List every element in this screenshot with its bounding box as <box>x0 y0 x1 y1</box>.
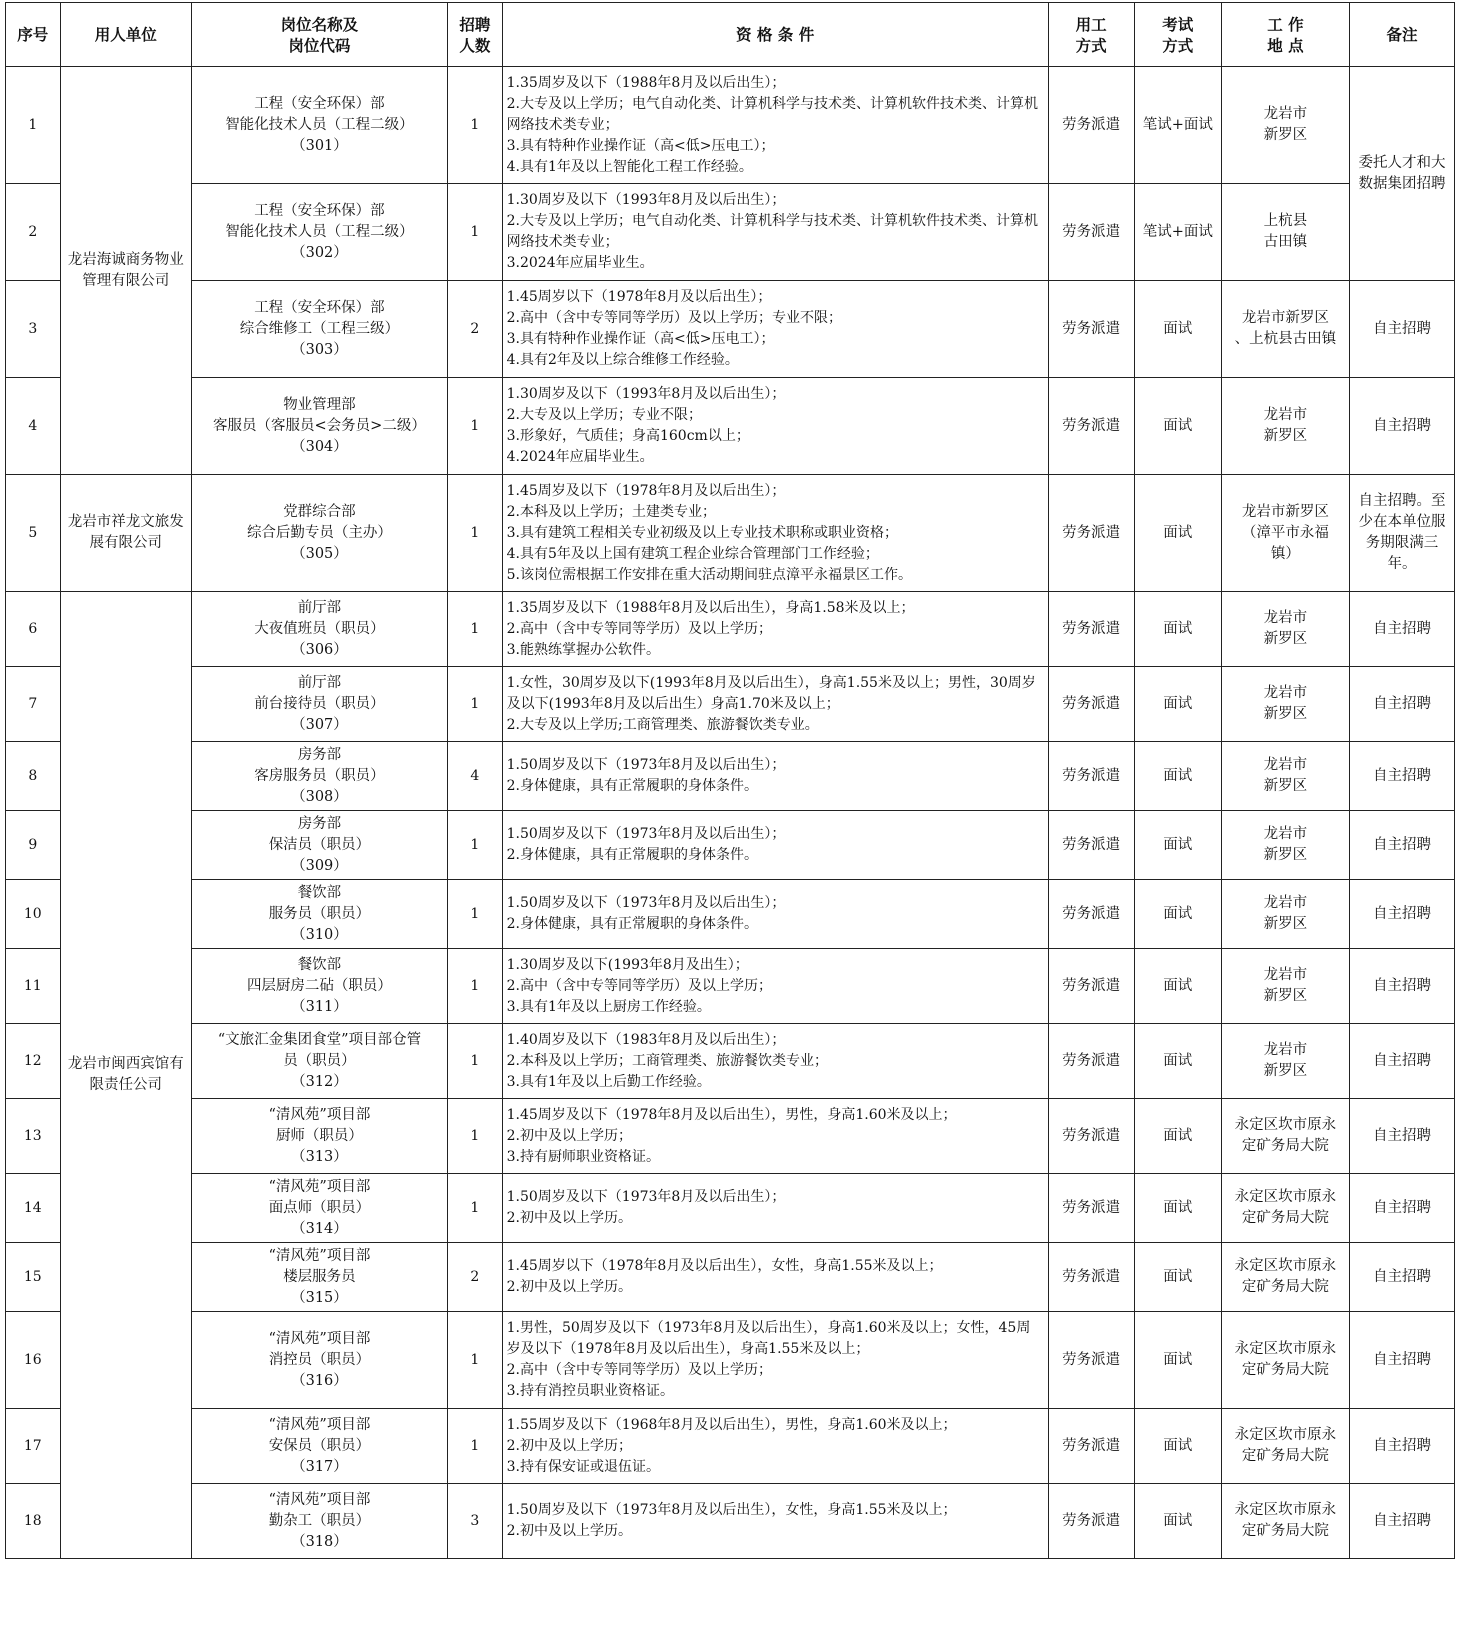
exam-cell: 面试 <box>1134 281 1221 378</box>
count-cell: 1 <box>448 949 503 1024</box>
table-row <box>6 1484 1455 1559</box>
header-remark: 备注 <box>1349 3 1454 67</box>
count-cell: 1 <box>448 880 503 949</box>
location-cell: 上杭县 古田镇 <box>1221 184 1349 281</box>
employment-cell: 劳务派遣 <box>1048 184 1134 281</box>
remark-cell: 自主招聘 <box>1349 1174 1454 1243</box>
position-cell: 物业管理部 客服员（客服员<会务员>二级） （304） <box>191 378 447 475</box>
employment-cell: 劳务派遣 <box>1048 811 1134 880</box>
employment-cell: 劳务派遣 <box>1048 742 1134 811</box>
employment-cell: 劳务派遣 <box>1048 1409 1134 1484</box>
remark-cell: 自主招聘 <box>1349 1484 1454 1559</box>
location-cell: 永定区坎市原永 定矿务局大院 <box>1221 1312 1349 1409</box>
count-cell: 1 <box>448 592 503 667</box>
employment-cell: 劳务派遣 <box>1048 667 1134 742</box>
position-cell: “文旅汇金集团食堂”项目部仓管 员（职员） （312） <box>191 1024 447 1099</box>
qualification-cell: 1.40周岁及以下（1983年8月及以后出生）； 2.本科及以上学历；工商管理类、旅游餐饮类专业； 3.具有1年及以上后勤工作经验。 <box>502 1024 1048 1099</box>
qualification-cell: 1.45周岁及以下（1978年8月及以后出生），男性，身高1.60米及以上； 2.初中及以上学历； 3.持有厨师职业资格证。 <box>502 1099 1048 1174</box>
employment-cell: 劳务派遣 <box>1048 1312 1134 1409</box>
count-cell: 1 <box>448 1312 503 1409</box>
table-row <box>6 1312 1455 1409</box>
count-cell: 2 <box>448 1243 503 1312</box>
header-row <box>6 3 1455 67</box>
position-cell: 前厅部 大夜值班员（职员） （306） <box>191 592 447 667</box>
qualification-cell: 1.男性，50周岁及以下（1973年8月及以后出生），身高1.60米及以上；女性，45周岁及以下（1978年8月及以后出生），身高1.55米及以上； 2.高中（含中专等同等学历）及以上学历； 3.持有消控员职业资格证。 <box>502 1312 1048 1409</box>
qualification-cell: 1.45周岁以下（1978年8月及以后出生），女性，身高1.55米及以上； 2.初中及以上学历。 <box>502 1243 1048 1312</box>
exam-cell: 面试 <box>1134 1243 1221 1312</box>
location-cell: 龙岩市 新罗区 <box>1221 378 1349 475</box>
seq-cell: 12 <box>6 1024 61 1099</box>
count-cell: 1 <box>448 67 503 184</box>
position-cell: 工程（安全环保）部 综合维修工（工程三级） （303） <box>191 281 447 378</box>
employment-cell: 劳务派遣 <box>1048 1099 1134 1174</box>
seq-cell: 4 <box>6 378 61 475</box>
seq-cell: 5 <box>6 475 61 592</box>
location-cell: 龙岩市 新罗区 <box>1221 592 1349 667</box>
location-cell: 龙岩市 新罗区 <box>1221 742 1349 811</box>
seq-cell: 8 <box>6 742 61 811</box>
employment-cell: 劳务派遣 <box>1048 281 1134 378</box>
table-row <box>6 667 1455 742</box>
remark-cell: 自主招聘 <box>1349 1099 1454 1174</box>
location-cell: 永定区坎市原永 定矿务局大院 <box>1221 1174 1349 1243</box>
location-cell: 龙岩市新罗区 （漳平市永福 镇） <box>1221 475 1349 592</box>
seq-cell: 7 <box>6 667 61 742</box>
qualification-cell: 1.45周岁及以下（1978年8月及以后出生）； 2.本科及以上学历；土建类专业； 3.具有建筑工程相关专业初级及以上专业技术职称或职业资格； 4.具有5年及以上国有建筑工程企业综合管理部门工作经验； 5.该岗位需根据工作安排在重大活动期间驻点漳平永福景区工作。 <box>502 475 1048 592</box>
count-cell: 1 <box>448 1174 503 1243</box>
location-cell: 龙岩市 新罗区 <box>1221 667 1349 742</box>
remark-cell: 自主招聘 <box>1349 880 1454 949</box>
remark-cell: 自主招聘 <box>1349 667 1454 742</box>
exam-cell: 面试 <box>1134 949 1221 1024</box>
exam-cell: 笔试+面试 <box>1134 67 1221 184</box>
location-cell: 龙岩市 新罗区 <box>1221 880 1349 949</box>
remark-cell: 自主招聘 <box>1349 811 1454 880</box>
remark-cell: 自主招聘 <box>1349 281 1454 378</box>
seq-cell: 13 <box>6 1099 61 1174</box>
count-cell: 1 <box>448 811 503 880</box>
header-exam: 考试 方式 <box>1134 3 1221 67</box>
employment-cell: 劳务派遣 <box>1048 1484 1134 1559</box>
position-cell: 工程（安全环保）部 智能化技术人员（工程二级） （302） <box>191 184 447 281</box>
table-row <box>6 811 1455 880</box>
seq-cell: 15 <box>6 1243 61 1312</box>
seq-cell: 11 <box>6 949 61 1024</box>
header-position: 岗位名称及 岗位代码 <box>191 3 447 67</box>
table-body <box>6 67 1455 1559</box>
table-row <box>6 949 1455 1024</box>
table-row <box>6 592 1455 667</box>
position-cell: “清风苑”项目部 安保员（职员） （317） <box>191 1409 447 1484</box>
position-cell: 房务部 客房服务员（职员） （308） <box>191 742 447 811</box>
count-cell: 1 <box>448 184 503 281</box>
count-cell: 2 <box>448 281 503 378</box>
seq-cell: 3 <box>6 281 61 378</box>
table-row <box>6 880 1455 949</box>
exam-cell: 面试 <box>1134 378 1221 475</box>
remark-cell: 自主招聘 <box>1349 378 1454 475</box>
unit-cell: 龙岩市祥龙文旅发展有限公司 <box>60 475 191 592</box>
employment-cell: 劳务派遣 <box>1048 1243 1134 1312</box>
qualification-cell: 1.女性，30周岁及以下(1993年8月及以后出生），身高1.55米及以上；男性，30周岁及以下(1993年8月及以后出生）身高1.70米及以上； 2.大专及以上学历;工商管理类、旅游餐饮类专业。 <box>502 667 1048 742</box>
seq-cell: 9 <box>6 811 61 880</box>
remark-cell: 自主招聘。至少在本单位服务期限满三年。 <box>1349 475 1454 592</box>
table-row <box>6 67 1455 184</box>
position-cell: 餐饮部 四层厨房二砧（职员） （311） <box>191 949 447 1024</box>
remark-cell: 自主招聘 <box>1349 1024 1454 1099</box>
count-cell: 4 <box>448 742 503 811</box>
table-row <box>6 1409 1455 1484</box>
remark-cell: 委托人才和大数据集团招聘 <box>1349 67 1454 281</box>
position-cell: “清风苑”项目部 勤杂工（职员） （318） <box>191 1484 447 1559</box>
qualification-cell: 1.50周岁及以下（1973年8月及以后出生）； 2.初中及以上学历。 <box>502 1174 1048 1243</box>
remark-cell: 自主招聘 <box>1349 592 1454 667</box>
recruitment-table <box>5 2 1455 1559</box>
header-seq: 序号 <box>6 3 61 67</box>
remark-cell: 自主招聘 <box>1349 1409 1454 1484</box>
exam-cell: 面试 <box>1134 592 1221 667</box>
location-cell: 龙岩市 新罗区 <box>1221 1024 1349 1099</box>
employment-cell: 劳务派遣 <box>1048 592 1134 667</box>
seq-cell: 17 <box>6 1409 61 1484</box>
location-cell: 永定区坎市原永 定矿务局大院 <box>1221 1099 1349 1174</box>
table-row <box>6 1174 1455 1243</box>
exam-cell: 面试 <box>1134 475 1221 592</box>
unit-cell: 龙岩海诚商务物业管理有限公司 <box>60 67 191 475</box>
table-row <box>6 281 1455 378</box>
qualification-cell: 1.30周岁及以下（1993年8月及以后出生）； 2.大专及以上学历；电气自动化类、计算机科学与技术类、计算机软件技术类、计算机网络技术类专业； 3.2024年应届毕业生。 <box>502 184 1048 281</box>
header-location: 工 作 地 点 <box>1221 3 1349 67</box>
exam-cell: 面试 <box>1134 880 1221 949</box>
unit-cell: 龙岩市闽西宾馆有限责任公司 <box>60 592 191 1559</box>
seq-cell: 1 <box>6 67 61 184</box>
exam-cell: 面试 <box>1134 1409 1221 1484</box>
exam-cell: 笔试+面试 <box>1134 184 1221 281</box>
count-cell: 1 <box>448 667 503 742</box>
header-employment: 用工 方式 <box>1048 3 1134 67</box>
qualification-cell: 1.30周岁及以下（1993年8月及以后出生）； 2.大专及以上学历；专业不限； 3.形象好，气质佳；身高160cm以上； 4.2024年应届毕业生。 <box>502 378 1048 475</box>
qualification-cell: 1.50周岁及以下（1973年8月及以后出生）； 2.身体健康，具有正常履职的身体条件。 <box>502 742 1048 811</box>
location-cell: 永定区坎市原永 定矿务局大院 <box>1221 1484 1349 1559</box>
seq-cell: 14 <box>6 1174 61 1243</box>
qualification-cell: 1.45周岁以下（1978年8月及以后出生）； 2.高中（含中专等同等学历）及以上学历；专业不限； 3.具有特种作业操作证（高<低>压电工）； 4.具有2年及以上综合维修工作经验。 <box>502 281 1048 378</box>
exam-cell: 面试 <box>1134 742 1221 811</box>
seq-cell: 2 <box>6 184 61 281</box>
table-row <box>6 742 1455 811</box>
employment-cell: 劳务派遣 <box>1048 949 1134 1024</box>
exam-cell: 面试 <box>1134 1024 1221 1099</box>
employment-cell: 劳务派遣 <box>1048 378 1134 475</box>
qualification-cell: 1.55周岁及以下（1968年8月及以后出生），男性，身高1.60米及以上； 2.初中及以上学历； 3.持有保安证或退伍证。 <box>502 1409 1048 1484</box>
header-count: 招聘 人数 <box>448 3 503 67</box>
position-cell: “清风苑”项目部 消控员（职员） （316） <box>191 1312 447 1409</box>
position-cell: 餐饮部 服务员（职员） （310） <box>191 880 447 949</box>
qualification-cell: 1.50周岁及以下（1973年8月及以后出生）； 2.身体健康，具有正常履职的身体条件。 <box>502 880 1048 949</box>
exam-cell: 面试 <box>1134 1174 1221 1243</box>
count-cell: 1 <box>448 475 503 592</box>
header-qualifications: 资 格 条 件 <box>502 3 1048 67</box>
employment-cell: 劳务派遣 <box>1048 880 1134 949</box>
position-cell: “清风苑”项目部 楼层服务员 （315） <box>191 1243 447 1312</box>
remark-cell: 自主招聘 <box>1349 949 1454 1024</box>
table-row <box>6 475 1455 592</box>
location-cell: 龙岩市新罗区 、上杭县古田镇 <box>1221 281 1349 378</box>
position-cell: 房务部 保洁员（职员） （309） <box>191 811 447 880</box>
seq-cell: 16 <box>6 1312 61 1409</box>
exam-cell: 面试 <box>1134 1312 1221 1409</box>
count-cell: 3 <box>448 1484 503 1559</box>
exam-cell: 面试 <box>1134 1484 1221 1559</box>
qualification-cell: 1.35周岁及以下（1988年8月及以后出生），身高1.58米及以上； 2.高中（含中专等同等学历）及以上学历； 3.能熟练掌握办公软件。 <box>502 592 1048 667</box>
location-cell: 龙岩市 新罗区 <box>1221 67 1349 184</box>
table-row <box>6 1099 1455 1174</box>
count-cell: 1 <box>448 378 503 475</box>
location-cell: 龙岩市 新罗区 <box>1221 811 1349 880</box>
employment-cell: 劳务派遣 <box>1048 1024 1134 1099</box>
header-unit: 用人单位 <box>60 3 191 67</box>
position-cell: 工程（安全环保）部 智能化技术人员（工程二级） （301） <box>191 67 447 184</box>
table-row <box>6 378 1455 475</box>
remark-cell: 自主招聘 <box>1349 1312 1454 1409</box>
count-cell: 1 <box>448 1409 503 1484</box>
employment-cell: 劳务派遣 <box>1048 475 1134 592</box>
employment-cell: 劳务派遣 <box>1048 1174 1134 1243</box>
exam-cell: 面试 <box>1134 811 1221 880</box>
count-cell: 1 <box>448 1099 503 1174</box>
qualification-cell: 1.35周岁及以下（1988年8月及以后出生）； 2.大专及以上学历；电气自动化类、计算机科学与技术类、计算机软件技术类、计算机网络技术类专业； 3.具有特种作业操作证（高<低>压电工）； 4.具有1年及以上智能化工程工作经验。 <box>502 67 1048 184</box>
employment-cell: 劳务派遣 <box>1048 67 1134 184</box>
remark-cell: 自主招聘 <box>1349 742 1454 811</box>
qualification-cell: 1.30周岁及以下(1993年8月及出生）； 2.高中（含中专等同等学历）及以上学历； 3.具有1年及以上厨房工作经验。 <box>502 949 1048 1024</box>
seq-cell: 6 <box>6 592 61 667</box>
qualification-cell: 1.50周岁及以下（1973年8月及以后出生）； 2.身体健康，具有正常履职的身体条件。 <box>502 811 1048 880</box>
exam-cell: 面试 <box>1134 1099 1221 1174</box>
remark-cell: 自主招聘 <box>1349 1243 1454 1312</box>
seq-cell: 18 <box>6 1484 61 1559</box>
exam-cell: 面试 <box>1134 667 1221 742</box>
count-cell: 1 <box>448 1024 503 1099</box>
location-cell: 龙岩市 新罗区 <box>1221 949 1349 1024</box>
position-cell: “清风苑”项目部 面点师（职员） （314） <box>191 1174 447 1243</box>
table-row <box>6 1024 1455 1099</box>
position-cell: 党群综合部 综合后勤专员（主办） （305） <box>191 475 447 592</box>
location-cell: 永定区坎市原永 定矿务局大院 <box>1221 1243 1349 1312</box>
qualification-cell: 1.50周岁及以下（1973年8月及以后出生），女性，身高1.55米及以上； 2.初中及以上学历。 <box>502 1484 1048 1559</box>
position-cell: 前厅部 前台接待员（职员） （307） <box>191 667 447 742</box>
location-cell: 永定区坎市原永 定矿务局大院 <box>1221 1409 1349 1484</box>
table-row <box>6 1243 1455 1312</box>
seq-cell: 10 <box>6 880 61 949</box>
table-row <box>6 184 1455 281</box>
position-cell: “清风苑”项目部 厨师（职员） （313） <box>191 1099 447 1174</box>
